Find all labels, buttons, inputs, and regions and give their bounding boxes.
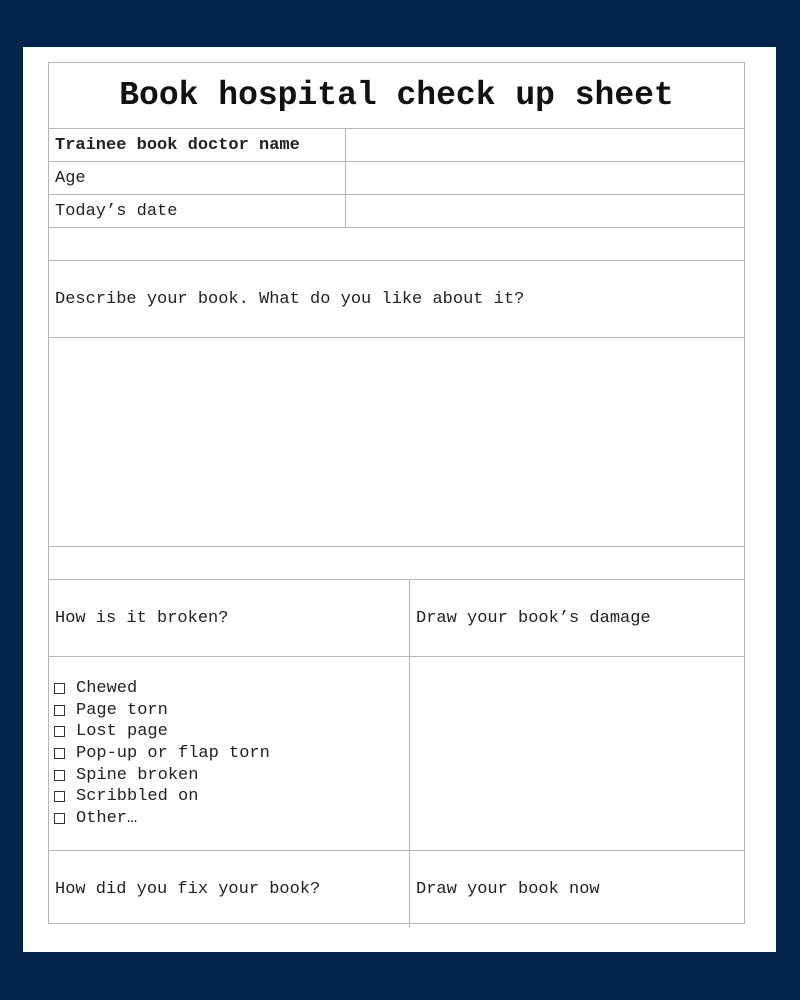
checkbox[interactable] — [54, 813, 65, 824]
damage-option[interactable] — [54, 808, 137, 830]
doctor-name-row — [49, 129, 744, 162]
checkbox[interactable] — [54, 791, 65, 802]
damage-option-label: Pop-up or flap torn — [76, 744, 270, 763]
describe-prompt-row — [49, 261, 744, 338]
describe-answer-area[interactable] — [49, 338, 744, 547]
damage-drawing-area[interactable] — [410, 657, 744, 850]
describe-prompt: Describe your book. What do you like about it? — [55, 289, 525, 309]
checkbox[interactable] — [54, 748, 65, 759]
checkbox[interactable] — [54, 726, 65, 737]
age-label: Age — [49, 162, 346, 194]
damage-option-label: Chewed — [76, 678, 138, 698]
spacer-row-2 — [49, 547, 744, 580]
checkup-table — [48, 62, 745, 924]
fix-question: How did you fix your book? — [49, 851, 410, 927]
checkbox[interactable] — [54, 770, 65, 781]
damage-option[interactable] — [54, 721, 168, 743]
broken-question: How is it broken? — [49, 580, 410, 656]
doctor-name-field[interactable] — [346, 129, 744, 161]
spacer-row — [49, 228, 744, 261]
broken-body-row — [49, 657, 744, 851]
age-row — [49, 162, 744, 195]
doctor-name-label: Trainee book doctor name — [49, 129, 346, 161]
fix-row — [49, 851, 744, 927]
damage-checklist — [49, 657, 410, 850]
draw-now-label: Draw your book now — [416, 879, 600, 899]
damage-option-label: Lost page — [76, 722, 168, 742]
worksheet-paper — [23, 47, 776, 952]
checkbox[interactable] — [54, 705, 65, 716]
date-field[interactable] — [346, 195, 744, 227]
title-row — [49, 63, 744, 129]
damage-option[interactable] — [54, 764, 198, 786]
damage-option-label: Spine broken — [76, 765, 199, 785]
damage-option[interactable] — [54, 699, 168, 721]
damage-option[interactable] — [54, 743, 270, 765]
checkbox[interactable] — [54, 683, 65, 694]
damage-option-label: Other… — [76, 809, 138, 829]
damage-option[interactable] — [54, 786, 198, 808]
age-field[interactable] — [346, 162, 744, 194]
date-row — [49, 195, 744, 228]
date-label: Today’s date — [49, 195, 346, 227]
broken-header-row — [49, 580, 744, 657]
page-title: Book hospital check up sheet — [119, 77, 674, 114]
draw-damage-label: Draw your book’s damage — [416, 608, 651, 628]
damage-option[interactable] — [54, 678, 137, 700]
damage-option-label: Page torn — [76, 700, 168, 720]
damage-option-label: Scribbled on — [76, 787, 199, 807]
